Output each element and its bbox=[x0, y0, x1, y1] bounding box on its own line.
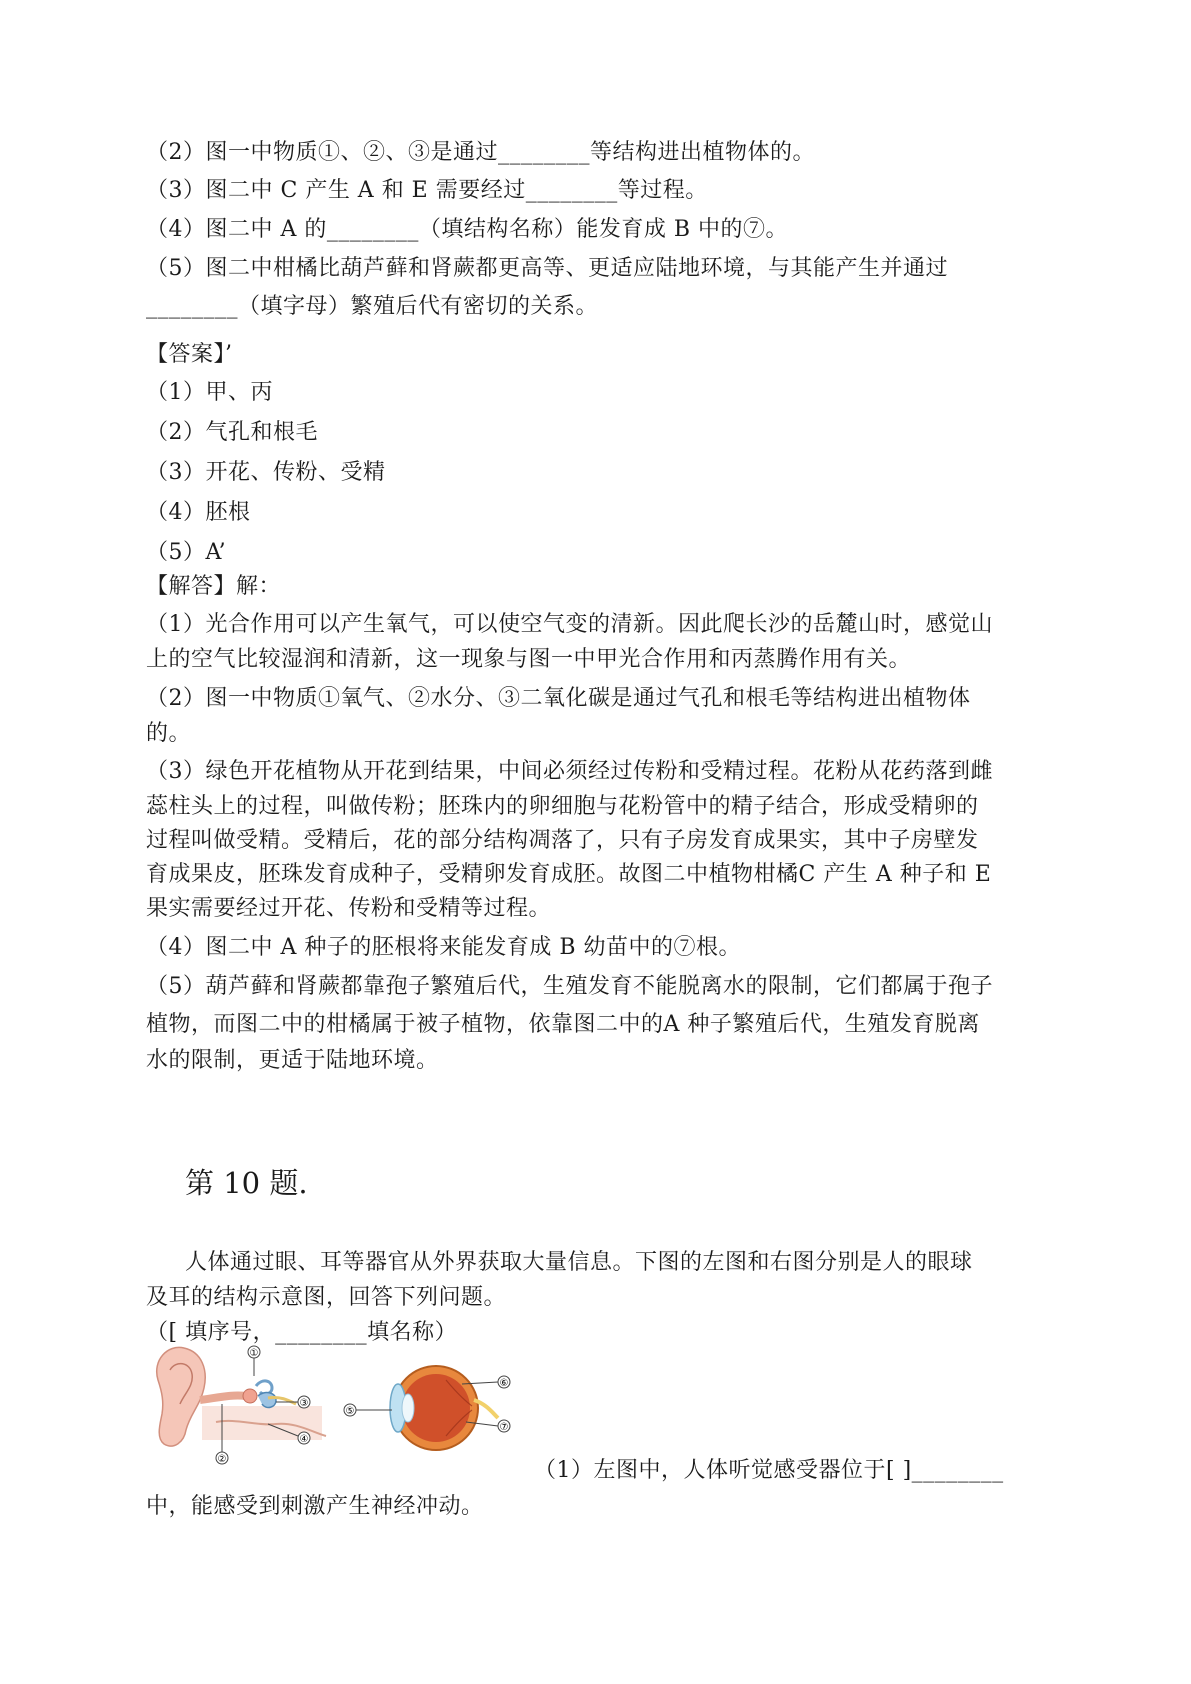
ear-label-3: ③ bbox=[299, 1398, 309, 1409]
answer-5: （5）A’ bbox=[146, 540, 227, 565]
solution-3-line-3: 过程叫做受精。受精后，花的部分结构凋落了，只有子房发育成果实，其中子房壁发 bbox=[146, 828, 979, 853]
ear-label-1: ① bbox=[249, 1348, 259, 1359]
eye-diagram bbox=[390, 1366, 498, 1450]
answer-1: （1）甲、丙 bbox=[146, 380, 273, 405]
ear-label-4: ④ bbox=[299, 1434, 309, 1445]
solution-5-line-2: 植物，而图二中的柑橘属于被子植物，依靠图二中的A 种子繁殖后代，生殖发育脱离 bbox=[146, 1012, 980, 1037]
solution-2-line-1: （2）图一中物质①氧气、②水分、③二氧化碳是通过气孔和根毛等结构进出植物体 bbox=[146, 686, 971, 711]
question-2: （2）图一中物质①、②、③是通过________等结构进出植物体的。 bbox=[146, 140, 815, 165]
solution-3-line-5: 果实需要经过开花、传粉和受精等过程。 bbox=[146, 896, 552, 921]
ear-and-eye-figure bbox=[146, 1340, 536, 1468]
solution-2-line-2: 的。 bbox=[146, 721, 192, 746]
solution-4: （4）图二中 A 种子的胚根将来能发育成 B 幼苗中的⑦根。 bbox=[146, 935, 742, 960]
solution-3-line-1: （3）绿色开花植物从开花到结果，中间必须经过传粉和受精过程。花粉从花药落到雌 bbox=[146, 759, 993, 784]
question-3: （3）图二中 C 产生 A 和 E 需要经过________等过程。 bbox=[146, 178, 708, 203]
answer-3: （3）开花、传粉、受精 bbox=[146, 460, 386, 485]
solution-5-line-3: 水的限制，更适于陆地环境。 bbox=[146, 1048, 439, 1073]
eye-label-7: ⑦ bbox=[499, 1422, 509, 1433]
solution-3-line-2: 蕊柱头上的过程，叫做传粉；胚珠内的卵细胞与花粉管中的精子结合，形成受精卵的 bbox=[146, 794, 979, 819]
answer-heading: 【答案】’ bbox=[146, 342, 233, 367]
solution-1-line-2: 上的空气比较湿润和清新，这一现象与图一中甲光合作用和丙蒸腾作用有关。 bbox=[146, 647, 912, 672]
question-4: （4）图二中 A 的________（填结构名称）能发育成 B 中的⑦。 bbox=[146, 217, 789, 242]
question-5-line-1: （5）图二中柑橘比葫芦藓和肾蕨都更高等、更适应陆地环境，与其能产生并通过 bbox=[146, 256, 948, 281]
question-10-intro-line-1: 人体通过眼、耳等器官从外界获取大量信息。下图的左图和右图分别是人的眼球 bbox=[185, 1250, 973, 1275]
question-10-title: 第 10 题. bbox=[185, 1166, 308, 1200]
solution-heading: 【解答】解： bbox=[146, 574, 282, 599]
solution-1-line-1: （1）光合作用可以产生氧气，可以使空气变的清新。因此爬长沙的岳麓山时，感觉山 bbox=[146, 612, 993, 637]
question-10-part-1-line-2: 中，能感受到刺激产生神经冲动。 bbox=[146, 1494, 484, 1519]
ear-label-2: ② bbox=[217, 1454, 227, 1465]
eye-label-6: ⑥ bbox=[499, 1378, 509, 1389]
question-10-part-1-line-1: （1）左图中，人体听觉感受器位于[ ]________ bbox=[534, 1458, 1004, 1483]
question-10-intro-line-2: 及耳的结构示意图，回答下列问题。 bbox=[146, 1285, 507, 1310]
question-5-line-2: ________（填字母）繁殖后代有密切的关系。 bbox=[146, 294, 599, 319]
question-10-instruction: （[ 填序号，________填名称） bbox=[146, 1320, 458, 1345]
eye-label-5: ⑤ bbox=[345, 1406, 355, 1417]
solution-3-line-4: 育成果皮，胚珠发育成种子，受精卵发育成胚。故图二中植物柑橘C 产生 A 种子和 E bbox=[146, 862, 992, 887]
answer-2: （2）气孔和根毛 bbox=[146, 420, 318, 445]
solution-5-line-1: （5）葫芦藓和肾蕨都靠孢子繁殖后代，生殖发育不能脱离水的限制，它们都属于孢子 bbox=[146, 974, 993, 999]
answer-4: （4）胚根 bbox=[146, 500, 251, 525]
